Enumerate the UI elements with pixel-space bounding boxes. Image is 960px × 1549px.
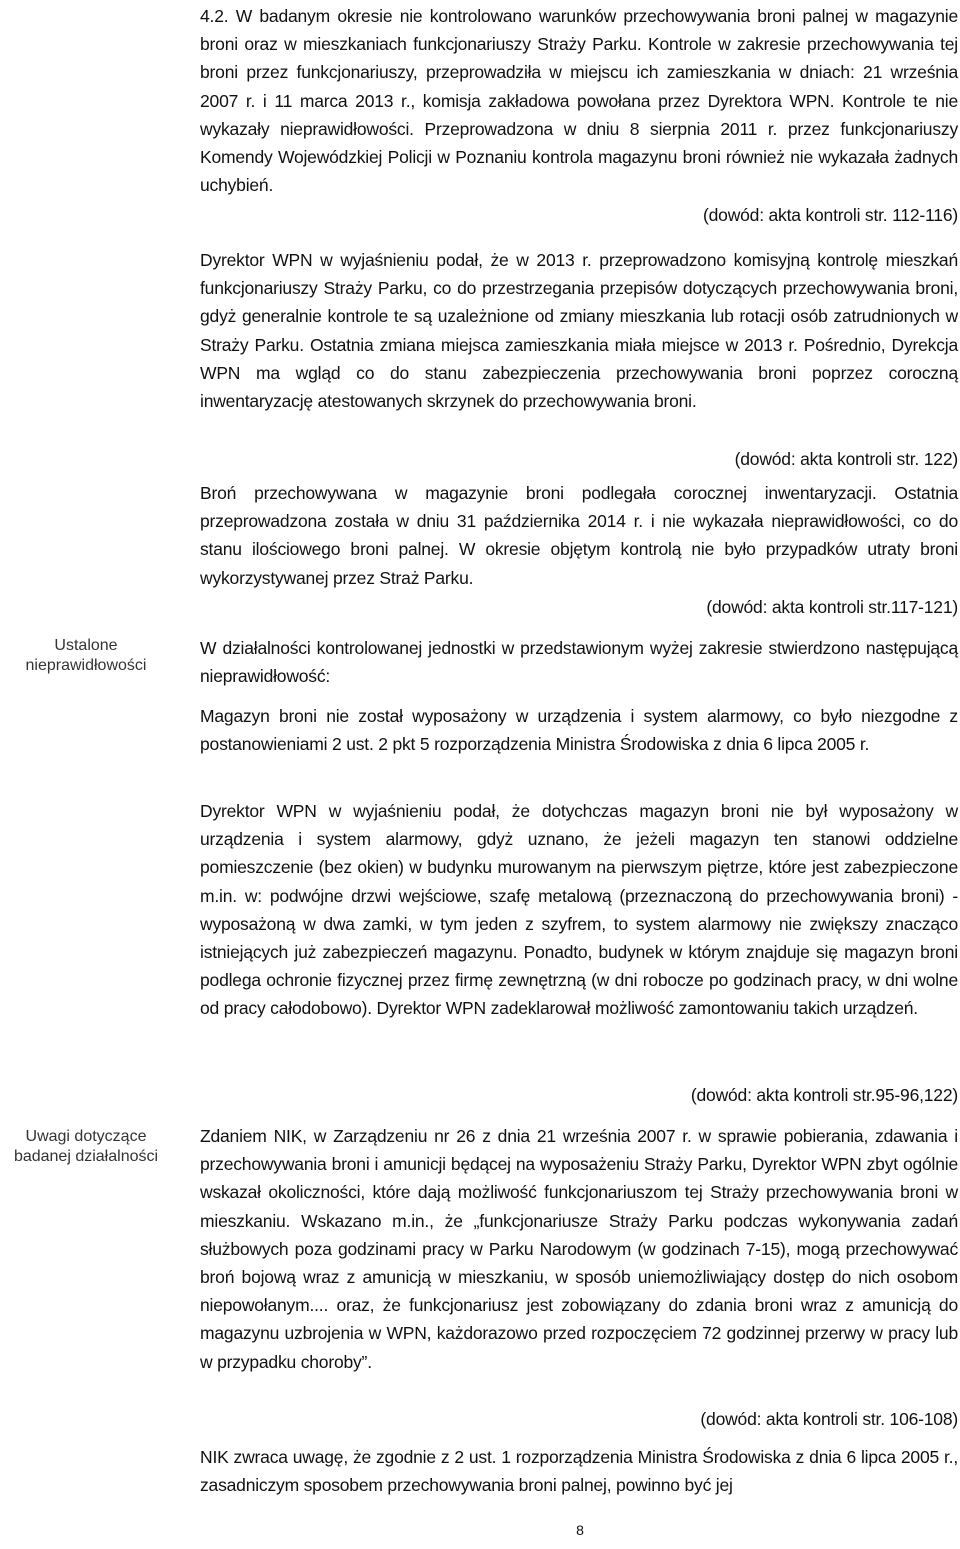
paragraph-nik-opinion (200, 1122, 958, 1376)
paragraph-text: Zdaniem NIK, w Zarządzeniu nr 26 z dnia 21 września 2007 r. w sprawie pobierania, zdawania i przechowywania broni i amunicji będącej na wyposażeniu Straży Parku, Dyrektor WPN zbyt ogólnie wskazał okoliczności, które dają możliwość funkcjonariuszom tej Straży przechowywania broni w mieszkaniu. Wskazano m.in., że „funkcjonariusze Straży Parku podczas wykonywania zadań służbowych poza godzinami pracy w Parku Narodowym (w godzinach 7-15), mogą przechowywać broń bojową wraz z amunicją w mieszkaniu, w sposób uniemożliwiający dostęp do nich osobom niepowołanym.... oraz, że funkcjonariusz jest zobowiązany do zdania broni wraz z amunicją do magazynu uzbrojenia w WPN, każdorazowo przed rozpoczęciem 72 godzinnej przerwy w pracy lub w przypadku choroby”. (200, 1126, 958, 1372)
paragraph-text: Dyrektor WPN w wyjaśnieniu podał, że dotychczas magazyn broni nie był wyposażony w urządzenia i system alarmowy, gdyż uznano, że jeżeli magazyn ten stanowi oddzielne pomieszczenie (bez okien) w budynku murowanym na pierwszym piętrze, które jest zabezpieczone m.in. w: podwójne drzwi wejściowe, szafę metalową (przeznaczoną do przechowywania broni) - wyposażoną w dwa zamki, w tym jeden z szyfrem, to system alarmowy nie zwiększy znacząco istniejących już zabezpieczeń magazynu. Ponadto, budynek w którym znajduje się magazyn broni podlega ochronie fizycznej przez firmę zewnętrzną (w dni robocze po godzinach pracy, w dni wolne od pracy całodobowo). Dyrektor WPN zadeklarował możliwość zamontowaniu takich urządzeń. (200, 801, 958, 1019)
evidence-note-2: (dowód: akta kontroli str. 122) (734, 449, 958, 469)
margin-note-remarks: Uwagi dotyczące badanej działalności (13, 1128, 159, 1165)
evidence-note-5: (dowód: akta kontroli str. 106-108) (700, 1409, 958, 1429)
margin-note-irregularities: Ustalone nieprawidłowości (25, 637, 147, 674)
paragraph-4-2 (200, 2, 958, 199)
paragraph-nik-remark (200, 1443, 958, 1499)
paragraph-text: Dyrektor WPN w wyjaśnieniu podał, że w 2013 r. przeprowadzono komisyjną kontrolę mieszkań funkcjonariuszy Straży Parku, co do przestrzegania przepisów dotyczących przechowywania broni, gdyż generalnie kontrole te są uzależnione od zmiany mieszkania lub rotacji osób zatrudnionych w Straży Parku. Ostatnia zmiana miejsca zamieszkania miała miejsce w 2013 r. Pośrednio, Dyrekcja WPN ma wgląd co do stanu zabezpieczenia przechowywania broni poprzez coroczną inwentaryzację atestowanych skrzynek do przechowywania broni. (200, 250, 958, 412)
paragraph-text: W działalności kontrolowanej jednostki w przedstawionym wyżej zakresie stwierdzono następującą nieprawidłowość: (200, 638, 958, 687)
paragraph-finding-alarm (200, 702, 958, 758)
paragraph-text: Magazyn broni nie został wyposażony w urządzenia i system alarmowy, co było niezgodne z postanowieniami 2 ust. 2 pkt 5 rozporządzenia Ministra Środowiska z dnia 6 lipca 2005 r. (200, 706, 958, 755)
paragraph-director-explanation-1 (200, 246, 958, 415)
paragraph-finding-intro (200, 634, 958, 690)
evidence-note-4: (dowód: akta kontroli str.95-96,122) (690, 1085, 958, 1105)
paragraph-text: Broń przechowywana w magazynie broni podlegała corocznej inwentaryzacji. Ostatnia przeprowadzona została w dniu 31 października 2014 r. i nie wykazała nieprawidłowości, co do stanu ilościowego broni palnej. W okresie objętym kontrolą nie było przypadków utraty broni wykorzystywanej przez Straż Parku. (200, 483, 958, 588)
evidence-note-1: (dowód: akta kontroli str. 112-116) (703, 205, 958, 225)
evidence-note-3: (dowód: akta kontroli str.117-121) (706, 597, 958, 617)
paragraph-inventory (200, 479, 958, 592)
page-number: 8 (576, 1522, 584, 1538)
paragraph-text: 4.2. W badanym okresie nie kontrolowano warunków przechowywania broni palnej w magazynie broni oraz w mieszkaniach funkcjonariuszy Straży Parku. Kontrole w zakresie przechowywania tej broni przez funkcjonariuszy, przeprowadziła w miejscu ich zamieszkania w dniach: 21 września 2007 r. i 11 marca 2013 r., komisja zakładowa powołana przez Dyrektora WPN. Kontrole te nie wykazały nieprawidłowości. Przeprowadzona w dniu 8 sierpnia 2011 r. przez funkcjonariuszy Komendy Wojewódzkiej Policji w Poznaniu kontrola magazynu broni również nie wykazała żadnych uchybień. (200, 6, 958, 196)
paragraph-director-explanation-2 (200, 797, 958, 1023)
paragraph-text: NIK zwraca uwagę, że zgodnie z 2 ust. 1 rozporządzenia Ministra Środowiska z dnia 6 lipca 2005 r., zasadniczym sposobem przechowywania broni palnej, powinno być jej (200, 1447, 958, 1496)
